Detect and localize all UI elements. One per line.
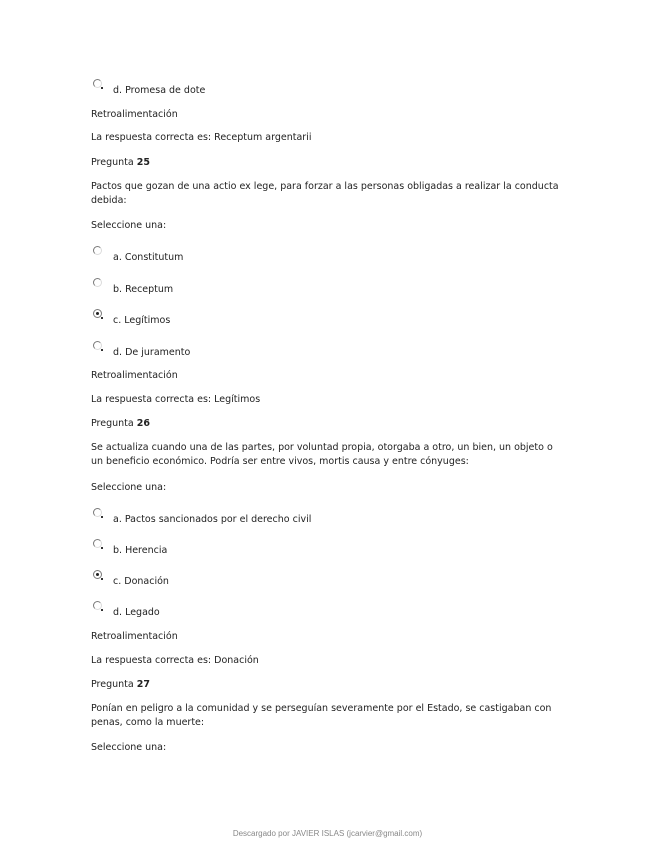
- radio-checked-icon[interactable]: [93, 570, 102, 579]
- question-number: 25: [136, 157, 150, 168]
- radio-unchecked-icon[interactable]: [93, 246, 102, 255]
- radio-checked-icon[interactable]: [93, 309, 102, 318]
- download-footer: Descargado por JAVIER ISLAS (jcarvier@gmail.com): [232, 829, 423, 838]
- question-text: Pactos que gozan de una actio ex lege, para forzar a las personas obligadas a realizar la conducta debida:: [91, 181, 559, 206]
- radio-unchecked-icon[interactable]: [93, 79, 102, 88]
- feedback-title: Retroalimentación: [91, 370, 178, 381]
- option-label: d. Promesa de dote: [113, 85, 206, 96]
- select-prompt: Seleccione una:: [91, 742, 167, 753]
- option-label: a. Pactos sancionados por el derecho civil: [113, 514, 312, 525]
- correct-answer-text: La respuesta correcta es: Receptum argentarii: [91, 132, 312, 143]
- radio-unchecked-icon[interactable]: [93, 278, 102, 287]
- radio-unchecked-icon[interactable]: [93, 539, 102, 548]
- radio-unchecked-icon[interactable]: [93, 601, 102, 610]
- option-label: d. Legado: [113, 607, 160, 618]
- correct-answer-text: La respuesta correcta es: Legítimos: [91, 394, 261, 405]
- question-heading: [91, 678, 150, 692]
- question-label: Pregunta: [91, 679, 137, 690]
- question-text: Se actualiza cuando una de las partes, por voluntad propia, otorgaba a otro, un bien, un objeto o un beneficio económico. Podría ser entre vivos, mortis causa y entre cónyuges:: [91, 442, 553, 467]
- question-heading: [91, 417, 150, 431]
- radio-unchecked-icon[interactable]: [93, 508, 102, 517]
- select-prompt: Seleccione una:: [91, 482, 167, 493]
- feedback-title: Retroalimentación: [91, 109, 178, 120]
- question-text: Ponían en peligro a la comunidad y se perseguían severamente por el Estado, se castigaban con penas, como la muerte:: [91, 703, 552, 728]
- question-label: Pregunta: [91, 418, 137, 429]
- correct-answer-text: La respuesta correcta es: Donación: [91, 655, 259, 666]
- question-number: 26: [136, 418, 150, 429]
- option-label: c. Donación: [113, 576, 169, 587]
- option-label: d. De juramento: [113, 347, 191, 358]
- option-label: c. Legítimos: [113, 315, 171, 326]
- option-label: b. Herencia: [113, 545, 168, 556]
- option-label: a. Constitutum: [113, 252, 184, 263]
- question-number: 27: [136, 679, 150, 690]
- radio-unchecked-icon[interactable]: [93, 341, 102, 350]
- select-prompt: Seleccione una:: [91, 220, 167, 231]
- question-heading: [91, 156, 150, 170]
- question-label: Pregunta: [91, 157, 137, 168]
- feedback-title: Retroalimentación: [91, 631, 178, 642]
- option-label: b. Receptum: [113, 284, 174, 295]
